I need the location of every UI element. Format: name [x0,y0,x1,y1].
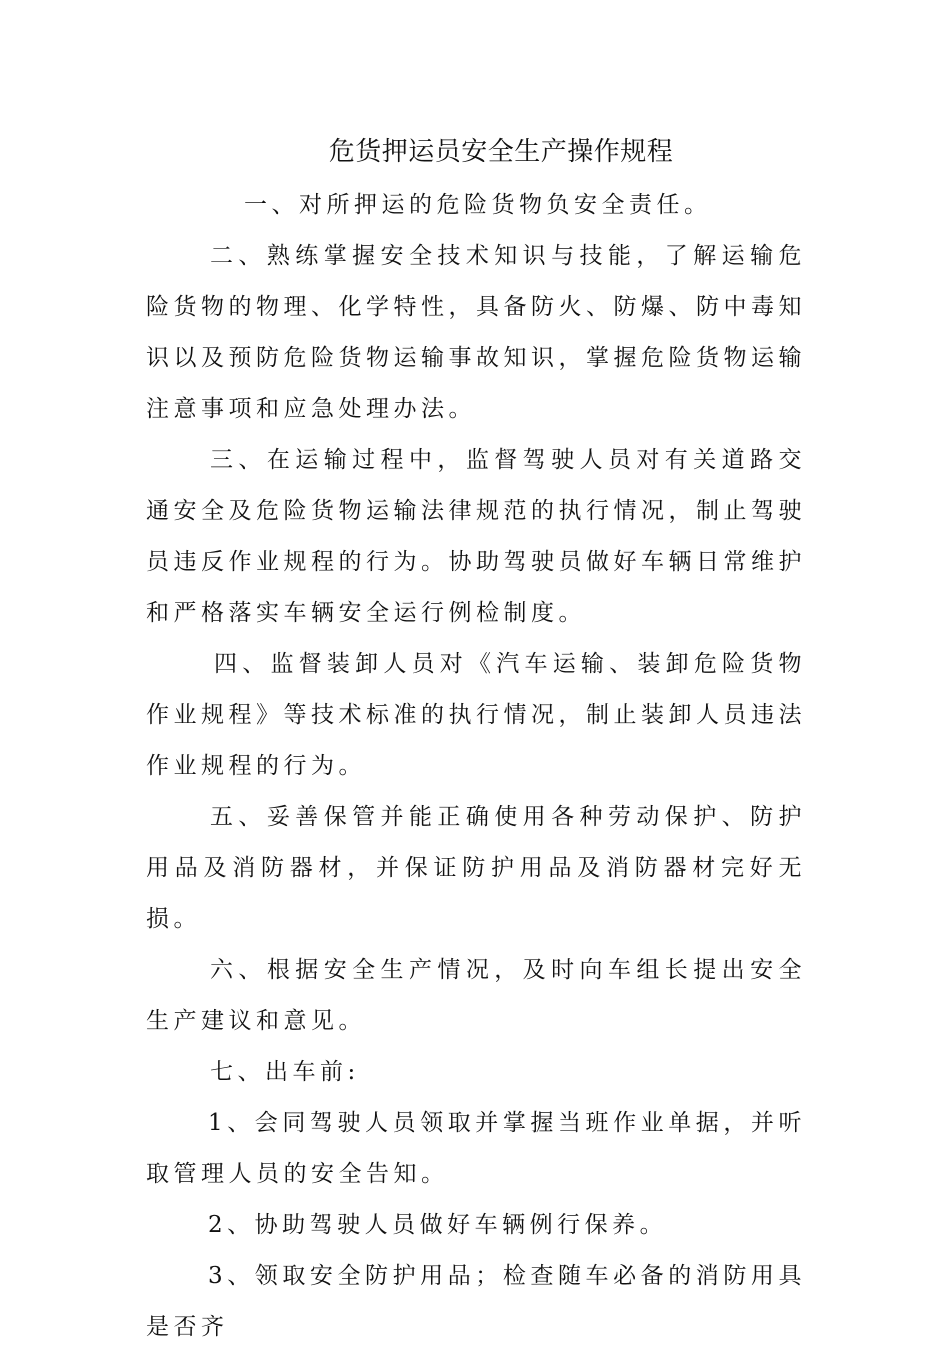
paragraph-10: 3、领取安全防护用品；检查随车必备的消防用具是否齐 [146,1263,806,1340]
paragraph-3: 三、在运输过程中，监督驾驶人员对有关道路交通安全及危险货物运输法律规范的执行情况，制止驾驶员违反作业规程的行为。协助驾驶员做好车辆日常维护和严格落实车辆安全运行例检制度。 [146,447,806,626]
paragraph-2: 二、熟练掌握安全技术知识与技能，了解运输危险货物的物理、化学特性，具备防火、防爆、防中毒知识以及预防危险货物运输事故知识，掌握危险货物运输注意事项和应急处理办法。 [146,243,806,422]
paragraph-7: 七、出车前: [210,1059,360,1085]
paragraph-8: 1、会同驾驶人员领取并掌握当班作业单据，并听取管理人员的安全告知。 [146,1110,806,1187]
paragraph-1: 一、对所押运的危险货物负安全责任。 [244,192,712,218]
document-title: 危货押运员安全生产操作规程 [328,137,674,167]
paragraph-9: 2、协助驾驶人员做好车辆例行保养。 [208,1212,668,1238]
document-body [146,180,806,1353]
paragraph-4: 四、监督装卸人员对《汽车运输、装卸危险货物作业规程》等技术标准的执行情况，制止装卸人员违法作业规程的行为。 [146,651,806,779]
paragraph-6: 六、根据安全生产情况，及时向车组长提出安全生产建议和意见。 [146,957,806,1034]
paragraph-5: 五、妥善保管并能正确使用各种劳动保护、防护用品及消防器材，并保证防护用品及消防器材完好无损。 [146,804,806,932]
